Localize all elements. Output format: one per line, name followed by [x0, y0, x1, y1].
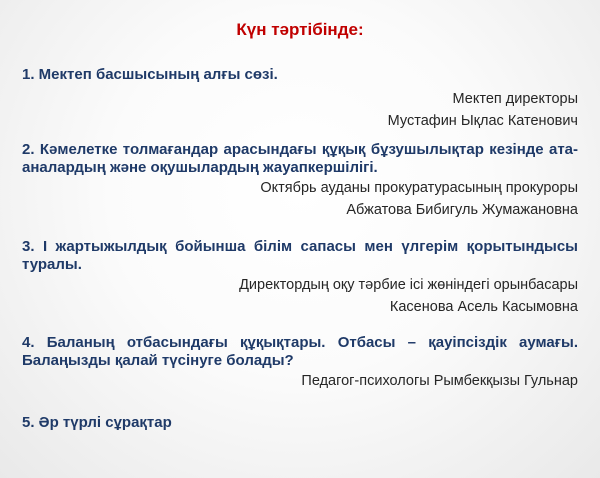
speaker-position: Мектеп директоры	[452, 91, 578, 107]
page-title: Күн тәртібінде:	[236, 20, 364, 39]
speaker-name: Абжатова Бибигуль Жумажановна	[346, 202, 578, 218]
agenda-item-4	[22, 334, 578, 392]
agenda-item-heading: 5. Әр түрлі сұрақтар	[22, 414, 172, 431]
agenda-item-heading: 3. І жартыжылдық бойынша білім сапасы мен үлгерім қорытындысы туралы.	[22, 238, 578, 273]
agenda-item-2	[22, 141, 578, 221]
agenda-item-3	[22, 238, 578, 318]
agenda-item-5	[22, 414, 578, 432]
speaker-name: Мустафин Ықлас Катенович	[387, 113, 578, 129]
agenda-item-heading: 1. Мектеп басшысының алғы сөзі.	[22, 66, 278, 83]
speaker-name: Педагог-психологы Рымбекқызы Гульнар	[301, 373, 578, 389]
speaker-position: Октябрь ауданы прокуратурасының прокуроры	[260, 180, 578, 196]
speaker-name: Касенова Асель Касымовна	[389, 299, 578, 315]
agenda-item-1	[22, 66, 578, 132]
agenda-item-heading: 2. Кәмелетке толмағандар арасындағы құқық бұзушылықтар кезінде ата-аналардың және оқушылардың жауапкершілігі.	[22, 141, 578, 176]
speaker-position: Директордың оқу тәрбие ісі жөніндегі орынбасары	[239, 277, 578, 293]
agenda-item-heading: 4. Баланың отбасындағы құқықтары. Отбасы – қауіпсіздік аумағы. Балаңызды қалай түсінуге болады?	[22, 334, 578, 369]
